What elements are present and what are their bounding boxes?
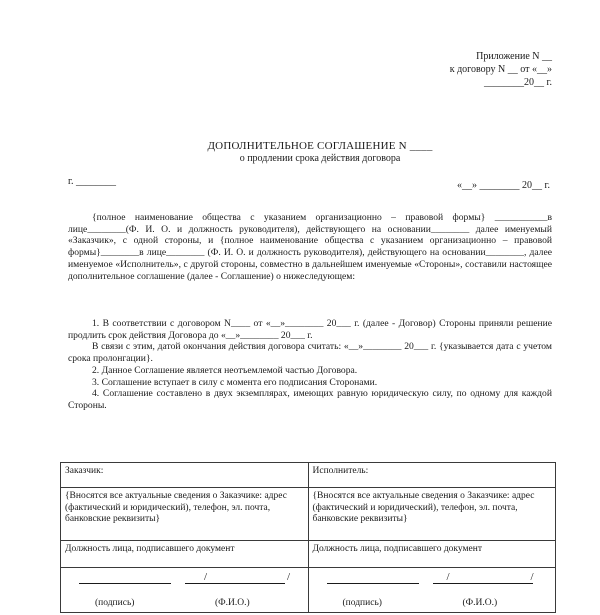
document-subtitle: о продлении срока действия договора xyxy=(239,153,401,164)
preamble-paragraph: {полное наименование общества с указанием организационно – правовой формы} ___________в лице________(Ф. И. О. и должность руководителя), действующего на основании________ далее именуемый «Заказчик», с одной стороны, и {полное наименование общества с указанием организационно – правовой формы}________в лице________ (Ф. И. О. и должность руководителя), действующего на основании________, далее именуемое «Исполнитель», с другой стороны, совместно в дальнейшем именуемые «Стороны», составили настоящее дополнительное соглашение (далее - Соглашение) о нижеследующем: xyxy=(68,212,552,282)
contractor-details: {Вносятся все актуальные сведения о Заказчике: адрес (фактический и юридический), телефон, эл. почта, банковские реквизиты} xyxy=(308,488,556,541)
clause-1-end-date: В связи с этим, датой окончания действия договора считать: «__»________ 20___ г. {указывается дата с учетом срока пролонгации}. xyxy=(68,341,552,365)
contractor-name-line xyxy=(433,583,533,584)
customer-position: Должность лица, подписавшего документ xyxy=(61,541,309,568)
preamble xyxy=(68,212,552,282)
clauses-list xyxy=(68,318,552,412)
appendix-date: ________20__ г. xyxy=(484,77,552,88)
customer-slash-right: / xyxy=(287,571,291,583)
city-field: г. ________ xyxy=(68,176,116,187)
clause-2: 2. Данное Соглашение является неотъемлемой частью Договора. xyxy=(92,364,358,376)
appendix-contract: к договору N __ от «__» xyxy=(449,64,552,75)
customer-signature-cell xyxy=(61,568,309,613)
contractor-slash-left: / xyxy=(446,571,450,583)
customer-name-line xyxy=(185,583,285,584)
contractor-signature-cell xyxy=(308,568,556,613)
contractor-position: Должность лица, подписавшего документ xyxy=(308,541,556,568)
customer-details: {Вносятся все актуальные сведения о Заказчике: адрес (фактический и юридический), телефон, эл. почта, банковские реквизиты} xyxy=(61,488,309,541)
appendix-number: Приложение N __ xyxy=(476,51,552,62)
clause-1: 1. В соответствии с договором N____ от «__»________ 20___ г. (далее - Договор) Стороны приняли решение продлить срок действия Договора до «__»________ 20___ г. xyxy=(68,318,552,341)
appendix-reference xyxy=(402,50,552,89)
date-field: «__» ________ 20__ г. xyxy=(457,180,550,191)
customer-signature-caption: (подпись) xyxy=(95,598,135,608)
clause-3: 3. Соглашение вступает в силу с момента его подписания Сторонами. xyxy=(92,376,378,388)
contractor-signature-line xyxy=(327,583,419,584)
contractor-signature-caption: (подпись) xyxy=(342,598,382,608)
customer-slash-left: / xyxy=(204,571,208,583)
clause-4: 4. Соглашение составлено в двух экземплярах, имеющих равную юридическую силу, по одному для каждой Стороны. xyxy=(68,388,552,411)
contractor-heading: Исполнитель: xyxy=(308,463,556,488)
contractor-slash-right: / xyxy=(530,571,534,583)
customer-signature-line xyxy=(79,583,171,584)
signature-table xyxy=(60,462,556,613)
document-title: ДОПОЛНИТЕЛЬНОЕ СОГЛАШЕНИЕ N ____ xyxy=(207,140,433,152)
customer-heading: Заказчик: xyxy=(61,463,309,488)
customer-name-caption: (Ф.И.О.) xyxy=(215,598,250,608)
contractor-name-caption: (Ф.И.О.) xyxy=(462,598,498,608)
